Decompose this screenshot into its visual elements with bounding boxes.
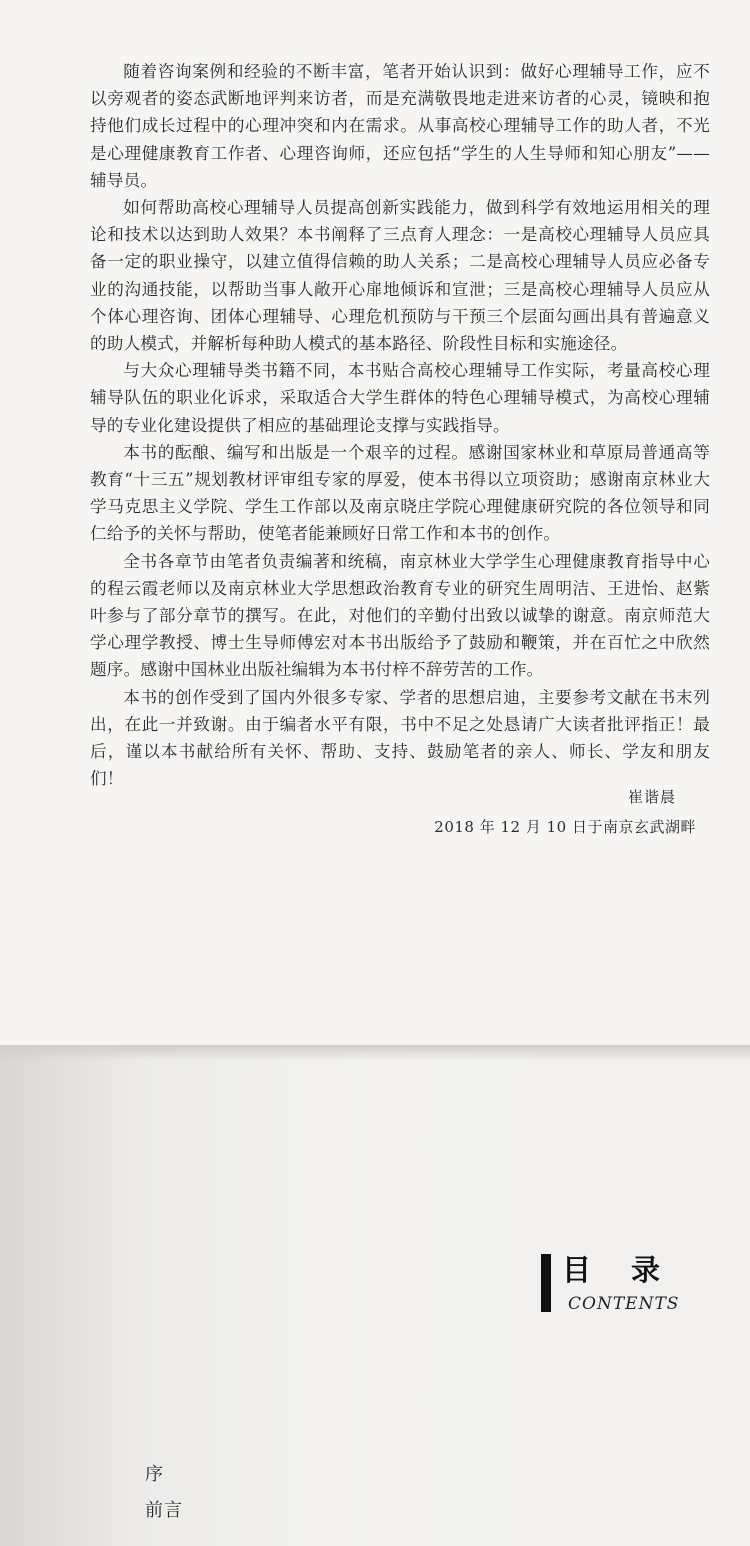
preface-paragraph: 本书的酝酿、编写和出版是一个艰辛的过程。感谢国家林业和草原局普通高等教育“十三五”规划教材评审组专家的厚爱，使本书得以立项资助；感谢南京林业大学马克思主义学院、学生工作部以及南京晓庄学院心理健康研究院的各位领导和同仁给予的关怀与帮助，使笔者能兼顾好日常工作和本书的创作。 — [90, 442, 710, 544]
toc-entry-foreword[interactable]: 前言 — [145, 1500, 183, 1521]
preface-paragraph: 本书的创作受到了国内外很多专家、学者的思想启迪，主要参考文献在书末列出，在此一并致谢。由于编者水平有限，书中不足之处恳请广大读者批评指正！最后，谨以本书献给所有关怀、帮助、支持、鼓励笔者的亲人、师长、学友和朋友们！ — [90, 687, 710, 789]
preface-paragraph: 与大众心理辅导类书籍不同，本书贴合高校心理辅导工作实际，考量高校心理辅导队伍的职业化诉求，采取适合大学生群体的特色心理辅导模式，为高校心理辅导的专业化建设提供了相应的基础理论支撑与实践指导。 — [90, 361, 710, 435]
author-signature: 崔谐晨 — [627, 788, 676, 806]
preface-date: 2018 年 12 月 10 日于南京玄武湖畔 — [434, 818, 696, 836]
preface-paragraph: 全书各章节由笔者负责编著和统稿，南京林业大学学生心理健康教育指导中心的程云霞老师以及南京林业大学思想政治教育专业的研究生周明洁、王进怡、赵紫叶参与了部分章节的撰写。在此，对他们的辛勤付出致以诚挚的谢意。南京师范大学心理学教授、博士生导师傅宏对本书出版给予了鼓励和鞭策，并在百忙之中欣然题序。感谢中国林业出版社编辑为本书付梓不辞劳苦的工作。 — [90, 551, 710, 680]
toc-entry-preface[interactable]: 序 — [145, 1464, 164, 1485]
toc-subtitle: CONTENTS — [568, 1294, 680, 1314]
toc-title: 目录 — [562, 1253, 701, 1287]
preface-body — [90, 58, 710, 792]
preface-paragraph: 随着咨询案例和经验的不断丰富，笔者开始认识到：做好心理辅导工作，应不以旁观者的姿态武断地评判来访者，而是充满敬畏地走进来访者的心灵，镜映和抱持他们成长过程中的心理冲突和内在需求。从事高校心理辅导工作的助人者，不光是心理健康教育工作者、心理咨询师，还应包括“学生的人生导师和知心朋友”——辅导员。 — [90, 62, 710, 190]
preface-paragraph: 如何帮助高校心理辅导人员提高创新实践能力，做到科学有效地运用相关的理论和技术以达到助人效果？本书阐释了三点育人理念：一是高校心理辅导人员应具备一定的职业操守，以建立值得信赖的助人关系；二是高校心理辅导人员应必备专业的沟通技能，以帮助当事人敞开心扉地倾诉和宣泄；三是高校心理辅导人员应从个体心理咨询、团体心理辅导、心理危机预防与干预三个层面勾画出具有普遍意义的助人模式，并解析每种助人模式的基本路径、阶段性目标和实施途径。 — [90, 198, 710, 354]
toc-title-bar — [541, 1254, 551, 1312]
page-edge-shadow — [0, 1045, 750, 1061]
